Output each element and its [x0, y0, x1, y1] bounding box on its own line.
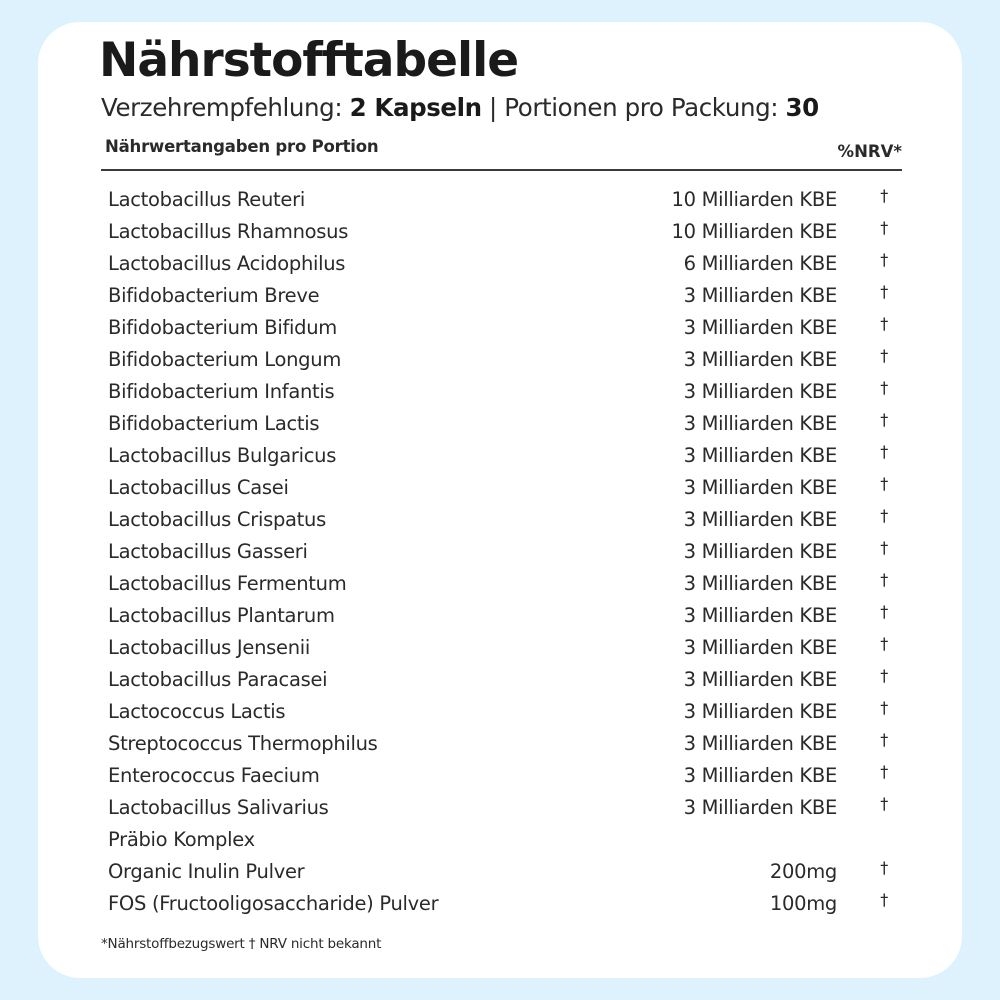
nutrient-nrv: † [880, 346, 888, 365]
nutrient-name: Lactobacillus Crispatus [108, 508, 326, 531]
dose-value: 2 Kapseln [349, 93, 482, 122]
table-row [108, 760, 898, 792]
table-row [108, 856, 898, 888]
nutrient-name: Lactobacillus Bulgaricus [108, 444, 337, 467]
table-row [108, 568, 898, 600]
nutrient-name: Enterococcus Faecium [108, 764, 320, 787]
nutrient-name: Bifidobacterium Breve [108, 284, 320, 307]
nutrient-name: Lactobacillus Reuteri [108, 188, 305, 211]
nutrient-nrv: † [880, 602, 888, 621]
table-row [108, 472, 898, 504]
nutrient-nrv: † [880, 634, 888, 653]
nutrient-name: Lactobacillus Acidophilus [108, 252, 346, 275]
table-row [108, 376, 898, 408]
nutrient-amount: 3 Milliarden KBE [683, 732, 837, 755]
nutrient-amount: 3 Milliarden KBE [683, 700, 837, 723]
nutrient-amount: 10 Milliarden KBE [671, 220, 837, 243]
table-row [108, 728, 898, 760]
nutrient-name: Bifidobacterium Infantis [108, 380, 335, 403]
nutrient-amount: 3 Milliarden KBE [683, 604, 837, 627]
nutrient-nrv: † [880, 410, 888, 429]
table-header-label: Nährwertangaben pro Portion [105, 137, 379, 156]
page-title: Nährstofftabelle [99, 33, 519, 88]
table-row [108, 312, 898, 344]
nutrient-amount: 3 Milliarden KBE [683, 636, 837, 659]
nutrient-name: Lactobacillus Gasseri [108, 540, 308, 563]
header-divider [101, 169, 902, 171]
nutrient-nrv: † [880, 730, 888, 749]
nutrient-nrv: † [880, 474, 888, 493]
nutrient-nrv: † [880, 282, 888, 301]
nutrient-amount: 3 Milliarden KBE [683, 540, 837, 563]
table-row [108, 696, 898, 728]
table-row [108, 792, 898, 824]
nutrient-nrv: † [880, 506, 888, 525]
nutrient-nrv: † [880, 666, 888, 685]
table-row [108, 440, 898, 472]
nutrient-amount: 3 Milliarden KBE [683, 412, 837, 435]
nutrient-name: Lactococcus Lactis [108, 700, 286, 723]
nutrient-name: Lactobacillus Plantarum [108, 604, 335, 627]
nutrient-nrv: † [880, 890, 888, 909]
nutrient-name: Organic Inulin Pulver [108, 860, 305, 883]
nutrient-amount: 100mg [769, 892, 837, 915]
nutrient-name: Bifidobacterium Bifidum [108, 316, 337, 339]
nutrient-name: Lactobacillus Salivarius [108, 796, 329, 819]
table-row [108, 888, 898, 920]
footnote: *Nährstoffbezugswert † NRV nicht bekannt [101, 936, 382, 952]
nutrient-amount: 3 Milliarden KBE [683, 572, 837, 595]
nutrient-name: Lactobacillus Paracasei [108, 668, 328, 691]
nutrient-amount: 3 Milliarden KBE [683, 316, 837, 339]
nutrient-nrv: † [880, 538, 888, 557]
nutrient-nrv: † [880, 794, 888, 813]
table-row [108, 216, 898, 248]
table-row [108, 408, 898, 440]
table-header [105, 135, 902, 165]
nutrient-nrv: † [880, 698, 888, 717]
nutrient-name: Lactobacillus Jensenii [108, 636, 310, 659]
nutrient-nrv: † [880, 186, 888, 205]
table-row [108, 504, 898, 536]
serving-info [101, 91, 819, 125]
table-header-nrv: %NRV* [837, 142, 902, 161]
table-row [108, 600, 898, 632]
nutrient-amount: 200mg [769, 860, 837, 883]
nutrient-name: Lactobacillus Casei [108, 476, 289, 499]
table-row [108, 248, 898, 280]
nutrient-name: Lactobacillus Fermentum [108, 572, 347, 595]
nutrient-name: Lactobacillus Rhamnosus [108, 220, 349, 243]
nutrient-nrv: † [880, 314, 888, 333]
nutrient-amount: 3 Milliarden KBE [683, 508, 837, 531]
subtitle-separator: | [481, 93, 505, 122]
table-row [108, 184, 898, 216]
table-row [108, 280, 898, 312]
nutrient-name: Bifidobacterium Lactis [108, 412, 320, 435]
table-row [108, 536, 898, 568]
nutrient-nrv: † [880, 250, 888, 269]
table-row [108, 824, 898, 856]
nutrient-nrv: † [880, 442, 888, 461]
nutrient-name: Bifidobacterium Longum [108, 348, 342, 371]
nutrient-amount: 10 Milliarden KBE [671, 188, 837, 211]
nutrient-amount: 3 Milliarden KBE [683, 348, 837, 371]
nutrient-nrv: † [880, 570, 888, 589]
nutrient-amount: 3 Milliarden KBE [683, 284, 837, 307]
nutrient-amount: 3 Milliarden KBE [683, 444, 837, 467]
portions-label: Portionen pro Packung: [504, 93, 786, 122]
nutrient-name: Streptococcus Thermophilus [108, 732, 378, 755]
nutrient-amount: 3 Milliarden KBE [683, 764, 837, 787]
nutrient-name: FOS (Fructooligosaccharide) Pulver [108, 892, 439, 915]
nutrient-list [108, 184, 898, 920]
nutrient-nrv: † [880, 218, 888, 237]
portions-value: 30 [785, 93, 819, 122]
nutrient-name: Präbio Komplex [108, 828, 255, 851]
nutrient-nrv: † [880, 858, 888, 877]
table-row [108, 664, 898, 696]
nutrient-nrv: † [880, 762, 888, 781]
nutrient-nrv: † [880, 378, 888, 397]
nutrient-amount: 3 Milliarden KBE [683, 668, 837, 691]
dose-label: Verzehrempfehlung: [101, 93, 350, 122]
table-row [108, 344, 898, 376]
nutrient-amount: 3 Milliarden KBE [683, 476, 837, 499]
nutrient-amount: 3 Milliarden KBE [683, 380, 837, 403]
nutrient-amount: 3 Milliarden KBE [683, 796, 837, 819]
nutrient-amount: 6 Milliarden KBE [683, 252, 837, 275]
table-row [108, 632, 898, 664]
